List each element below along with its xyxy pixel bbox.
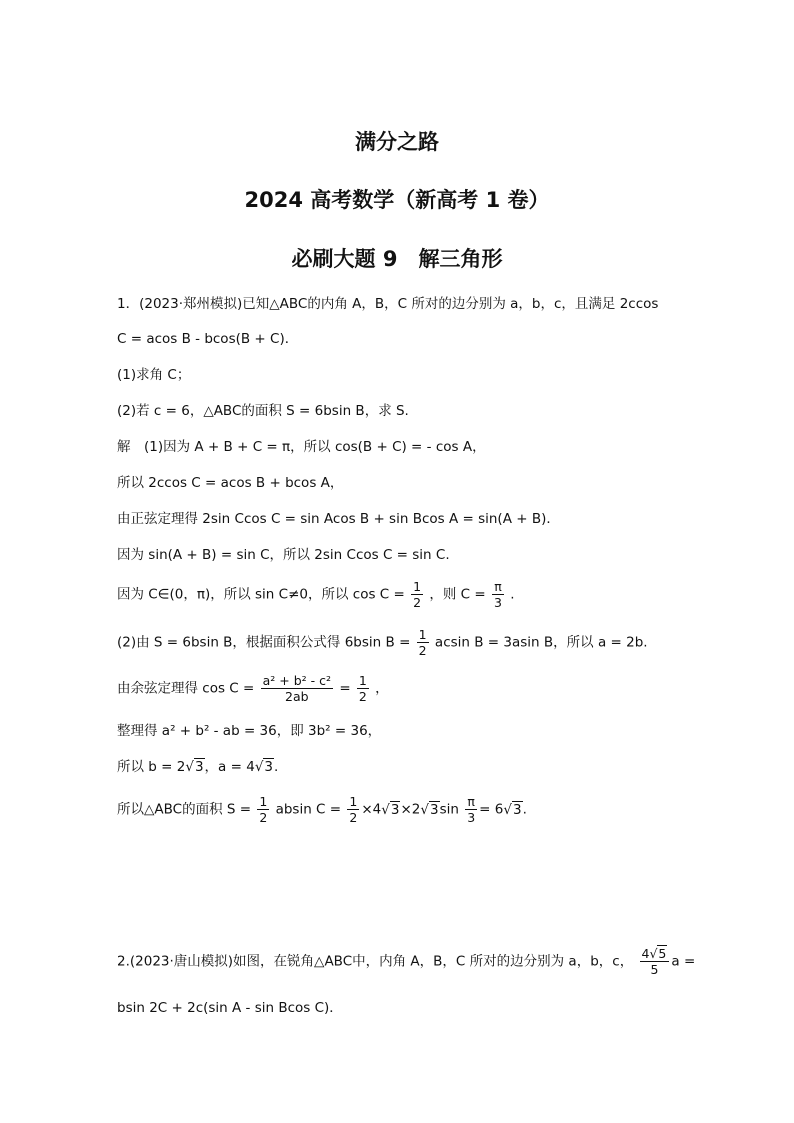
problem1-question2: (2)若 c = 6，△ABC的面积 S = 6bsin B，求 S. — [117, 403, 409, 419]
fraction-denominator: 3 — [493, 595, 502, 610]
solution-line9-text-a: 所以 b = 2 — [117, 759, 186, 775]
fraction-denominator: 2 — [413, 595, 422, 610]
solution-line5-text-a: 因为 C∈(0，π)，所以 sin C≠0，所以 cos C = — [117, 586, 405, 603]
solution-line10-text-c: ×4 — [361, 801, 382, 818]
fraction-denominator: 5 — [650, 962, 659, 977]
problem2-stem-text-b: a = — [671, 953, 696, 970]
solution-line9 — [117, 758, 278, 776]
solution-line10 — [117, 794, 527, 825]
solution-line1: 解 (1)因为 A + B + C = π，所以 cos(B + C) = - cos A， — [117, 439, 486, 455]
solution-line6-text-a: (2)由 S = 6bsin B，根据面积公式得 6bsin B = — [117, 634, 411, 651]
fraction-one-half — [257, 794, 269, 825]
solution-line6-text-b: acsin B = 3asin B，所以 a = 2b. — [434, 634, 648, 651]
title-brand: 满分之路 — [355, 130, 439, 154]
solution-line7 — [117, 673, 389, 704]
fraction-one-half — [347, 794, 359, 825]
sqrt-3: √3 — [254, 759, 274, 775]
solution-line9-text-b: ，a = 4 — [204, 759, 255, 775]
fraction-one-half — [411, 579, 423, 610]
fraction-numerator: a² + b² - c² — [262, 673, 332, 688]
fraction-one-half — [357, 673, 369, 704]
solution-line10-text-b: absin C = — [275, 801, 342, 818]
title-topic: 必刷大题 9 解三角形 — [291, 247, 503, 271]
problem2-stem-text-a: 2.(2023·唐山模拟)如图，在锐角△ABC中，内角 A，B，C 所对的边分别为 a，b，c， — [117, 953, 634, 970]
solution-line3: 由正弦定理得 2sin Ccos C = sin Acos B + sin Bcos A = sin(A + B)． — [117, 511, 560, 527]
fraction-one-half — [417, 627, 429, 658]
sqrt-5: √5 — [649, 946, 667, 961]
sqrt-3: √3 — [185, 759, 204, 775]
title-exam: 2024 高考数学（新高考 1 卷） — [244, 188, 550, 212]
solution-line5 — [117, 579, 515, 610]
fraction-numerator: π — [465, 794, 477, 810]
fraction-numerator: 1 — [358, 673, 367, 688]
fraction-pi-third — [465, 794, 477, 825]
fraction-numerator: 1 — [349, 794, 358, 809]
fraction-4sqrt5-over-5 — [640, 946, 670, 977]
fraction-numerator: 1 — [259, 794, 268, 809]
solution-line10-text-f: = 6 — [479, 801, 504, 818]
problem1-stem-line2: C = acos B - bcos(B + C)． — [117, 331, 299, 347]
solution-line5-text-c: . — [510, 586, 515, 603]
sqrt-3: √3 — [381, 801, 400, 818]
problem1-question1: (1)求角 C； — [117, 367, 191, 383]
solution-line10-text-a: 所以△ABC的面积 S = — [117, 801, 252, 818]
problem2-stem-line2: bsin 2C + 2c(sin A - sin Bcos C)． — [117, 1000, 343, 1016]
solution-line2: 所以 2ccos C = acos B + bcos A， — [117, 475, 344, 491]
problem1-stem-line1: 1．(2023·郑州模拟)已知△ABC的内角 A，B，C 所对的边分别为 a，b，c，且满足 2ccos — [117, 296, 659, 312]
fraction-denominator: 2 — [358, 689, 367, 704]
solution-line7-text-c: ， — [375, 680, 389, 697]
solution-line5-text-b: ，则 C = — [429, 586, 486, 603]
solution-line7-text-a: 由余弦定理得 cos C = — [117, 680, 255, 697]
solution-line10-text-e: sin — [439, 801, 459, 818]
solution-line6 — [117, 627, 648, 658]
solution-line7-text-b: = — [339, 680, 351, 697]
fraction-denominator: 2 — [349, 810, 358, 825]
fraction-denominator: 2 — [418, 643, 427, 658]
fraction-denominator: 2ab — [285, 689, 309, 704]
fraction-numerator: π — [492, 579, 504, 595]
fraction-denominator: 3 — [467, 810, 476, 825]
solution-line10-text-g: . — [522, 801, 527, 818]
fraction-numerator: 4√5 — [640, 946, 670, 962]
fraction-pi-third — [492, 579, 504, 610]
solution-line4: 因为 sin(A + B) = sin C，所以 2sin Ccos C = sin C. — [117, 547, 450, 563]
fraction-denominator: 2 — [259, 810, 268, 825]
sqrt-3: √3 — [420, 801, 439, 818]
fraction-cosine-law — [261, 673, 333, 704]
fraction-numerator: 1 — [418, 627, 427, 642]
sqrt-3: √3 — [503, 801, 522, 818]
solution-line10-text-d: ×2 — [400, 801, 421, 818]
problem2-stem-line1 — [117, 946, 695, 977]
fraction-numerator: 1 — [413, 579, 422, 594]
solution-line9-text-c: . — [274, 759, 279, 775]
solution-line8: 整理得 a² + b² - ab = 36，即 3b² = 36， — [117, 723, 382, 739]
